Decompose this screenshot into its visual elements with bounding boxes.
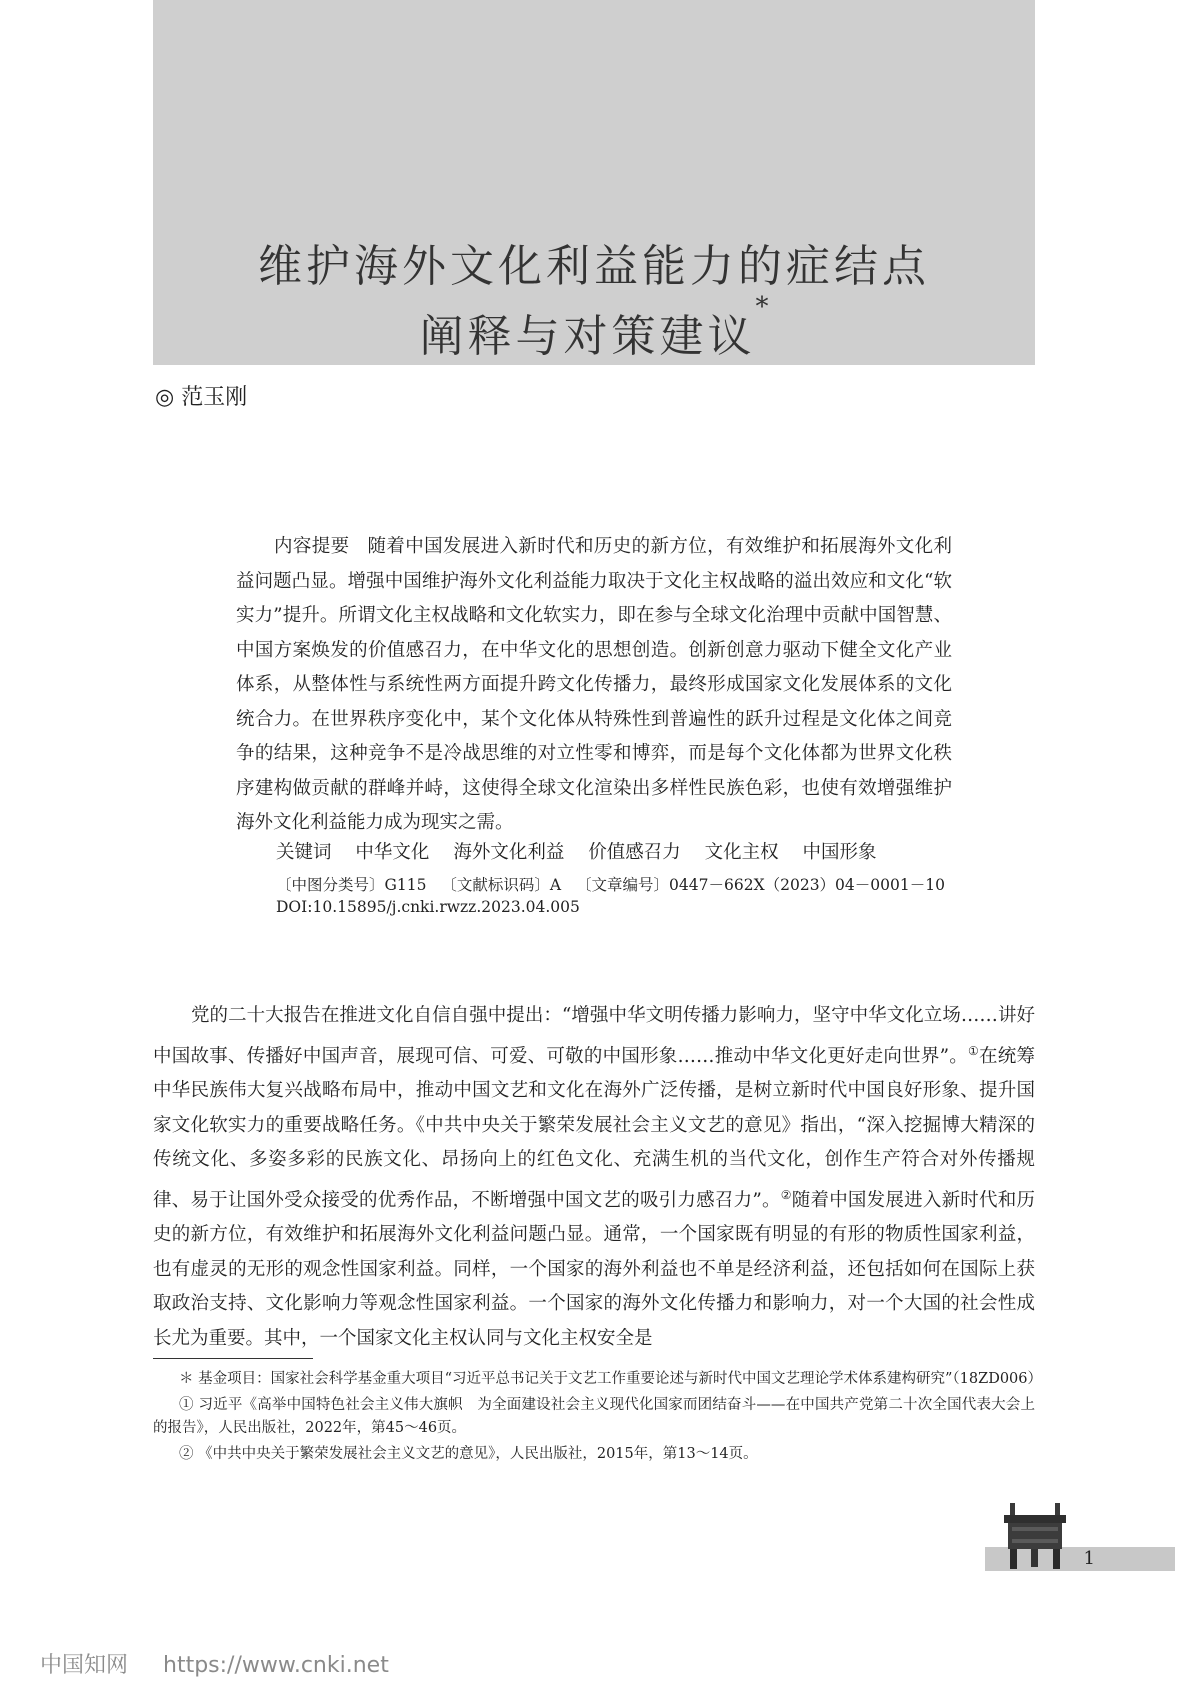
abstract-text: 随着中国发展进入新时代和历史的新方位，有效维护和拓展海外文化利益问题凸显。增强中国维护海外文化利益能力取决于文化主权战略的溢出效应和文化“软实力”提升。所谓文化主权战略和文化软实力，即在参与全球文化治理中贡献中国智慧、中国方案焕发的价值感召力，在中华文化的思想创造。创新创意力驱动下健全文化产业体系，从整体性与系统性两方面提升跨文化传播力，最终形成国家文化发展体系的文化统合力。在世界秩序变化中，某个文化体从特殊性到普遍性的跃升过程是文化体之间竞争的结果，这种竞争不是冷战思维的对立性零和博弈，而是每个文化体都为世界文化秩序建构做贡献的群峰并峙，这使得全球文化渲染出多样性民族色彩，也使有效增强维护海外文化利益能力成为现实之需。	[236, 536, 952, 833]
article-title-line-2	[153, 292, 1035, 364]
document-code: 〔文献标识码〕A	[441, 876, 562, 894]
article-title-line-1: 维护海外文化利益能力的症结点	[258, 241, 930, 292]
keywords	[276, 838, 895, 864]
doi[interactable]: DOI:10.15895/j.cnki.rwzz.2023.04.005	[276, 898, 580, 916]
article-number: 〔文章编号〕0447－662X（2023）04－0001－10	[576, 876, 945, 894]
keywords-label: 关键词	[276, 842, 332, 863]
footnote-divider	[153, 1358, 313, 1359]
footnotes	[153, 1368, 1043, 1469]
footnote-ref-1[interactable]: ①	[968, 1043, 980, 1058]
author-line: ◎ 范玉刚	[155, 385, 248, 410]
watermark-url[interactable]: https://www.cnki.net	[163, 1653, 389, 1678]
watermark-name: 中国知网	[40, 1653, 129, 1678]
keyword-item: 海外文化利益	[453, 842, 565, 863]
page-number: 1	[1083, 1548, 1095, 1569]
clc-code: 〔中图分类号〕G115	[276, 876, 427, 894]
abstract-label: 内容提要	[274, 536, 350, 557]
footnote-ref-2[interactable]: ②	[780, 1187, 792, 1202]
footnote-1: ① 习近平《高举中国特色社会主义伟大旗帜 为全面建设社会主义现代化国家而团结奋斗——在中国共产党第二十次全国代表大会上的报告》，人民出版社，2022年，第45～46页。	[153, 1397, 1035, 1436]
bronze-ding-icon	[1000, 1503, 1070, 1571]
keyword-item: 文化主权	[704, 842, 779, 863]
article-title-line-2-text: 阐释与对策建议	[419, 311, 756, 362]
footnote-funding: ＊ 基金项目：国家社会科学基金重大项目“习近平总书记关于文艺工作重要论述与新时代中国文艺理论学术体系建构研究”（18ZD006）	[179, 1371, 1043, 1387]
keyword-item: 中国形象	[802, 842, 877, 863]
body-text	[153, 999, 1035, 1356]
title-block	[153, 0, 1035, 365]
body-paragraph-part-2: 在统筹中华民族伟大复兴战略布局中，推动中国文艺和文化在海外广泛传播，是树立新时代中国良好形象、提升国家文化软实力的重要战略任务。《中共中央关于繁荣发展社会主义文艺的意见》指出，“深入挖掘博大精深的传统文化、多姿多彩的民族文化、昂扬向上的红色文化、充满生机的当代文化，创作生产符合对外传播规律、易于让国外受众接受的优秀作品，不断增强中国文艺的吸引力感召力”。	[153, 1045, 1035, 1211]
title-footnote-mark[interactable]: *	[755, 292, 769, 322]
keyword-item: 价值感召力	[588, 842, 681, 863]
abstract	[236, 530, 952, 841]
body-paragraph-part-1: 党的二十大报告在推进文化自信自强中提出：“增强中华文明传播力影响力，坚守中华文化立场……讲好中国故事、传播好中国声音，展现可信、可爱、可敬的中国形象……推动中华文化更好走向世界”。	[153, 1005, 1035, 1067]
keyword-item: 中华文化	[355, 842, 430, 863]
classification-line	[276, 873, 955, 895]
footnote-2: ② 《中共中央关于繁荣发展社会主义文艺的意见》，人民出版社，2015年，第13～14页。	[179, 1446, 758, 1462]
cnki-watermark	[40, 1648, 389, 1679]
body-paragraph-part-3: 随着中国发展进入新时代和历史的新方位，有效维护和拓展海外文化利益问题凸显。通常，一个国家既有明显的有形的物质性国家利益，也有虚灵的无形的观念性国家利益。同样，一个国家的海外利益也不单是经济利益，还包括如何在国际上获取政治支持、文化影响力等观念性国家利益。一个国家的海外文化传播力和影响力，对一个大国的社会性成长尤为重要。其中，一个国家文化主权认同与文化主权安全是	[153, 1189, 1035, 1349]
